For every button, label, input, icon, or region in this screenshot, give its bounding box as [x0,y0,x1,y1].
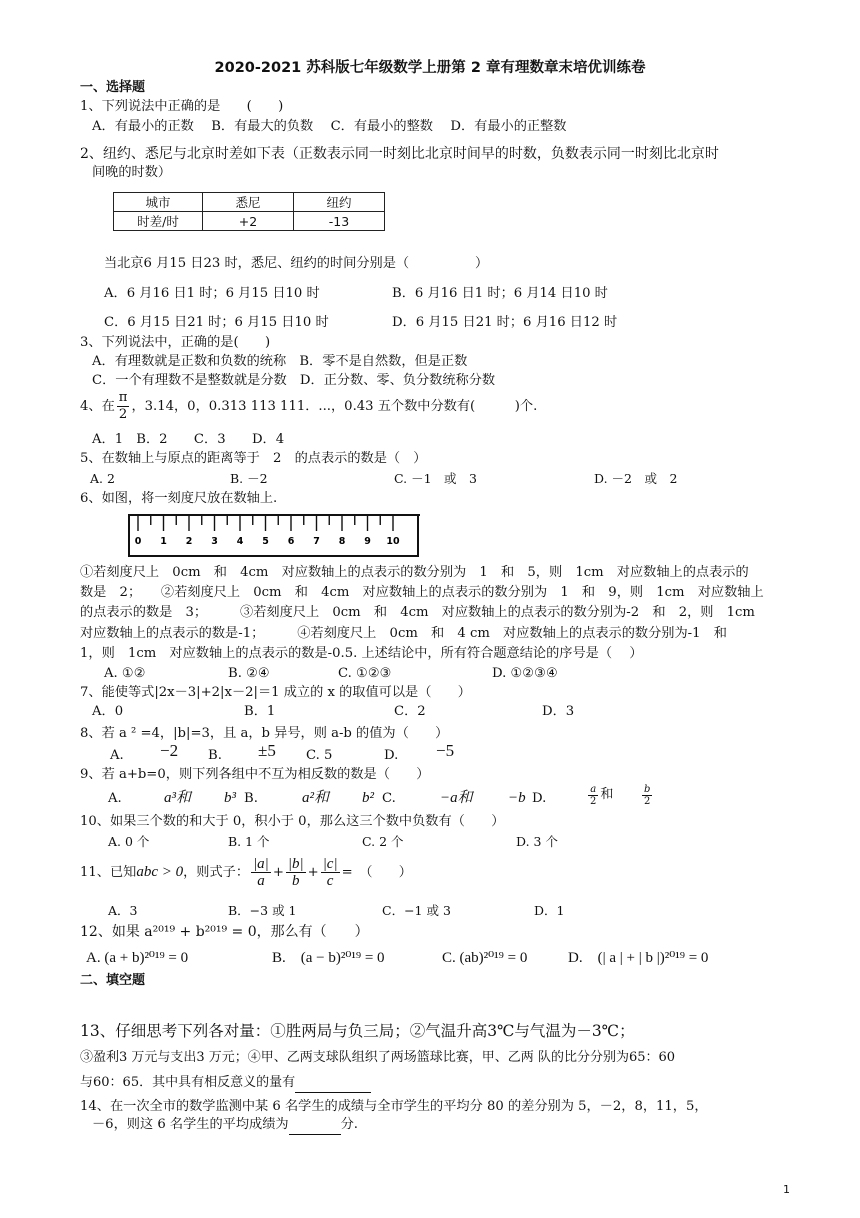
table-header-city: 城市 [114,193,203,212]
q8-option-c: C. 5 [306,748,333,763]
abs-c-over-c-fraction [321,856,340,889]
q9-option-d-and: 和 [600,787,614,802]
ruler-figure [128,509,420,559]
q1-options: A．有最小的正数 B．有最大的负数 C．有最小的整数 D．有最小的正整数 [92,119,567,134]
q7-stem: 7、能使等式|2x－3|+2|x－2|＝1 成立的 x 的取值可以是（ ） [80,685,471,700]
q13-line1: 13、仔细思考下列各对量：①胜两局与负三局；②气温升高3℃与气温为－3℃； [80,1022,635,1040]
q12-option-d: D. (| a | + | b |)²⁰¹⁹ = 0 [568,950,709,966]
q11-stem: 11、已知abc > 0，则式子： $\frac{|a|}{a}$ + $\frac{|b|}{b}$ + $\frac{|c|}{c}$ = （ ） [80,856,412,889]
page-title: 2020-2021 苏科版七年级数学上册第 2 章有理数章末培优训练卷 [214,60,646,76]
q2-stem-line1: 2、纽约、悉尼与北京时差如下表（正数表示同一时刻比北京时间早的时数，负数表示同一时刻比北京时 [80,146,719,162]
q2-question: 当北京6 月15 日23 时，悉尼、纽约的时间分别是（ ） [104,256,489,271]
q9-option-a-first: a³和 [164,790,191,806]
pi-over-2-fraction [117,390,130,423]
table-row-label: 时差/时 [114,212,203,231]
q7-option-c: C．2 [394,704,426,719]
section-fill-heading: 二、填空题 [80,973,146,988]
q10-stem: 10、如果三个数的和大于 0，积小于 0，那么这三个数中负数有（ ） [80,814,505,829]
q2-option-c: C．6 月15 日21 时；6 月15 日10 时 [104,315,329,330]
q14-line2-text: －6，则这 6 名学生的平均成绩为 [92,1117,289,1132]
q5-option-d: D. －2 或 2 [594,471,678,486]
q11-option-b: B．−3 或 1 [228,903,297,918]
q11-option-a: A．3 [108,903,138,918]
fraction-numerator: b [644,784,651,795]
q5-option-a: A. 2 [90,471,115,486]
fraction-numerator: π [118,390,128,405]
q11-condition: abc > 0 [136,864,184,880]
q4-stem-suffix: ，3.14，0，0.313 113 111．...，0.43 五个数中分数有( )个. [131,399,538,414]
q6-option-a: A. ①② [104,666,146,681]
q3-options-line1: A．有理数就是正数和负数的统称 B．零不是自然数，但是正数 [92,354,468,369]
fraction-denominator: c [321,872,340,889]
q8-option-a-value: −2 [160,741,179,760]
q9-option-b-first: a²和 [302,790,329,806]
ruler-label: 7 [313,536,320,547]
q9-stem: 9、若 a+b=0，则下列各组中不互为相反数的数是（ ） [80,767,430,782]
q7-option-b: B．1 [244,704,276,719]
q9-option-c-second: −b [508,790,526,806]
ruler-label: 1 [160,536,167,547]
q8-option-d-value: −5 [436,741,455,760]
q8-option-b-value: ±5 [258,741,276,760]
ruler-label: 5 [262,536,269,547]
table-cell-newyork: -13 [294,212,385,231]
ruler-label: 6 [287,536,295,547]
section-choice-heading: 一、选择题 [80,80,146,95]
q7-option-a: A．0 [92,704,124,719]
q11-suffix: = （ ） [341,865,412,880]
q5-option-b: B. －2 [230,471,268,486]
a-over-2-fraction [588,784,598,807]
q9-option-a-label: A. [108,791,122,806]
q9-option-d-label: D. [532,791,547,806]
q9-option-b-label: B. [244,791,258,806]
q3-options-line2: C．一个有理数不是整数就是分数 D．正分数、零、负分数统称分数 [92,373,496,388]
q10-option-c: C. 2 个 [362,834,404,849]
table-header-newyork: 纽约 [294,193,385,212]
q9-option-b-second: b² [362,790,374,806]
q9-option-d-first [586,784,613,807]
q6-text-line5: 1，则 1cm 对应数轴上的点表示的数是-0.5. 上述结论中，所有符合题意结论的序号是（ ） [80,646,643,661]
q8-option-d-label: D. [384,748,399,763]
q10-option-b: B. 1 个 [228,834,270,849]
page-number: 1 [783,1183,790,1196]
q5-option-c: C. －1 或 3 [394,471,477,486]
q11-prefix: 11、已知 [80,865,137,880]
q14-line2 [92,1116,358,1135]
q3-stem: 3、下列说法中，正确的是( ) [80,335,271,350]
q13-answer-blank[interactable] [295,1074,371,1093]
q12-stem: 12、如果 a²⁰¹⁹ + b²⁰¹⁹ = 0，那么有（ ） [80,924,369,940]
ruler-label: 0 [134,536,142,547]
q14-line1: 14、在一次全市的数学监测中某 6 名学生的成绩与全市学生的平均分 80 的差分别为 5，－2，8，11，5， [80,1099,708,1114]
fraction-numerator: a [588,784,598,796]
table-cell-sydney: +2 [203,212,294,231]
q13-line3 [80,1074,371,1093]
q13-line3-text: 与60：65．其中具有相反意义的量有 [80,1075,296,1090]
q11-option-c: C．−1 或 3 [382,903,451,918]
q4-stem-prefix: 4、在 [80,399,115,414]
q9-option-c-first: −a和 [440,790,473,806]
q6-option-c: C. ①②③ [338,666,392,681]
q2-option-d: D．6 月15 日21 时；6 月16 日12 时 [392,315,618,330]
q4-stem [80,390,537,423]
b-over-2-fraction [642,784,652,807]
q9-option-c-label: C. [382,791,396,806]
table-header-sydney: 悉尼 [203,193,294,212]
abs-b-over-b-fraction [286,856,306,889]
fraction-numerator: |b| [287,856,304,872]
q10-option-d: D. 3 个 [516,834,558,849]
q11-mid: ，则式子： [183,865,250,880]
q12-option-b: B. (a − b)²⁰¹⁹ = 0 [272,950,385,966]
ruler-label: 2 [185,536,193,547]
timezone-table [113,192,385,231]
q7-option-d: D．3 [542,704,575,719]
q14-line2-end: 分. [340,1117,358,1132]
ruler-label: 8 [338,536,346,547]
q4-options: A．1 B．2 C．3 D．4 [92,432,285,447]
fraction-denominator: 2 [118,407,128,422]
fraction-denominator: a [251,872,271,889]
q6-text-line1: ①若刻度尺上 0cm 和 4cm 对应数轴上的点表示的数分别为 1 和 5，则 1cm 对应数轴上的点表示的 [80,565,749,580]
fraction-denominator: 2 [644,796,651,807]
q6-stem: 6、如图，将一刻度尺放在数轴上. [80,491,278,506]
ruler-label: 4 [236,536,244,547]
q8-option-a-label: A. [110,748,124,763]
q2-option-b: B．6 月16 日1 时；6 月14 日10 时 [392,286,608,301]
fraction-denominator: b [286,872,306,889]
q11-option-d: D．1 [534,903,565,918]
q12-option-a: A. (a + b)²⁰¹⁹ = 0 [86,950,189,966]
ruler-label: 10 [386,536,400,547]
q2-stem-line2: 间晚的时数） [92,165,172,180]
ruler-label: 3 [211,536,218,547]
q9-option-a-second: b³ [224,790,236,806]
q8-stem: 8、若 a ² =4，|b|=3，且 a，b 异号，则 a-b 的值为（ ） [80,726,449,741]
fraction-numerator: |c| [322,856,338,872]
fraction-denominator: 2 [590,796,597,807]
q6-text-line4: 对应数轴上的点表示的数是-1； ④若刻度尺上 0cm 和 4 cm 对应数轴上的点表示的数分别为-1 和 [80,626,727,641]
q9-option-d-second [640,784,654,807]
q8-option-b-label: B. [208,748,222,763]
q5-stem: 5、在数轴上与原点的距离等于 2 的点表示的数是（ ） [80,451,427,466]
q6-text-line2: 数是 2； ②若刻度尺上 0cm 和 4cm 对应数轴上的点表示的数分别为 1 和 9，则 1cm 对应数轴上 [80,585,764,600]
q6-option-b: B. ②④ [228,666,270,681]
fraction-numerator: |a| [253,856,269,872]
q12-option-c: C. (ab)²⁰¹⁹ = 0 [442,950,528,966]
q6-text-line3: 的点表示的数是 3； ③若刻度尺上 0cm 和 4cm 对应数轴上的点表示的数分别为-2 和 2，则 1cm [80,605,755,620]
abs-a-over-a-fraction [251,856,271,889]
q13-line2: ③盈利3 万元与支出3 万元；④甲、乙两支球队组织了两场篮球比赛，甲、乙两 队的比分分别为65：60 [80,1050,676,1065]
ruler-label: 9 [364,536,371,547]
ruler-body [129,515,418,556]
q1-stem: 1、下列说法中正确的是 ( ) [80,99,284,114]
q2-option-a: A．6 月16 日1 时；6 月15 日10 时 [104,286,320,301]
q10-option-a: A. 0 个 [108,834,150,849]
q6-option-d: D. ①②③④ [492,666,558,681]
q14-answer-blank[interactable] [289,1116,341,1135]
